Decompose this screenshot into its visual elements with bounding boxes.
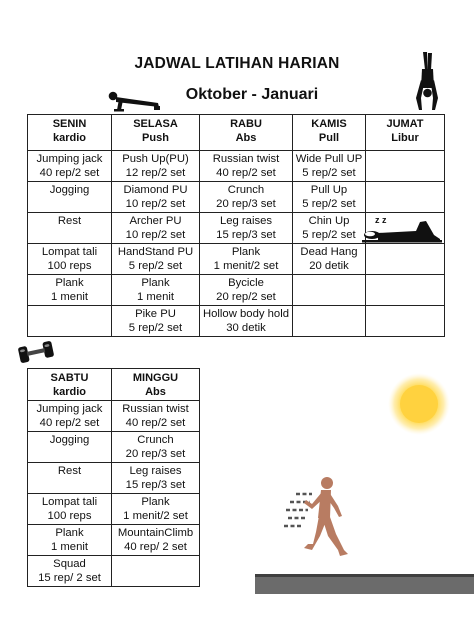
table-cell: Jogging: [28, 432, 112, 463]
table-cell: HandStand PU 5 rep/2 set: [112, 244, 200, 275]
table-row: [28, 525, 200, 556]
page-subtitle: Oktober - Januari: [185, 86, 319, 103]
table-cell: Pull Up 5 rep/2 set: [293, 182, 366, 213]
table-cell: Diamond PU 10 rep/2 set: [112, 182, 200, 213]
table-header-row: [28, 115, 445, 151]
table-cell: Plank 1 menit/2 set: [200, 244, 293, 275]
table-cell: Crunch 20 rep/3 set: [200, 182, 293, 213]
page-title: JADWAL LATIHAN HARIAN: [134, 55, 340, 72]
dumbbell-icon: [16, 340, 56, 364]
table-cell: Lompat tali 100 reps: [28, 494, 112, 525]
sleep-z-icon: z z: [375, 215, 387, 225]
table-cell: Bycicle 20 rep/2 set: [200, 275, 293, 306]
header-rabu: RABU Abs: [200, 115, 293, 151]
table-cell: Plank 1 menit: [28, 275, 112, 306]
table-cell: Jogging: [28, 182, 112, 213]
table-cell: Jumping jack 40 rep/2 set: [28, 151, 112, 182]
table-cell: [28, 306, 112, 337]
table-row: [28, 463, 200, 494]
table-cell: [366, 244, 445, 275]
ground-bar: [255, 574, 474, 594]
header-senin: SENIN kardio: [28, 115, 112, 151]
table-row: [28, 432, 200, 463]
table-cell: Dead Hang 20 detik: [293, 244, 366, 275]
table-cell: [366, 151, 445, 182]
header-minggu: MINGGU Abs: [112, 369, 200, 401]
table-cell: Archer PU 10 rep/2 set: [112, 213, 200, 244]
pushup-figure-icon: [104, 88, 162, 114]
runner-figure-icon: [282, 474, 354, 572]
table-cell: Plank 1 menit/2 set: [112, 494, 200, 525]
header-kamis: KAMIS Pull: [293, 115, 366, 151]
table-cell: Plank 1 menit: [112, 275, 200, 306]
header-selasa: SELASA Push: [112, 115, 200, 151]
table-header-row: [28, 369, 200, 401]
table-row: [28, 182, 445, 213]
table-cell: Chin Up 5 rep/2 set: [293, 213, 366, 244]
ground-edge: [255, 574, 474, 577]
table-cell: Jumping jack 40 rep/2 set: [28, 401, 112, 432]
table-cell: Squad 15 rep/ 2 set: [28, 556, 112, 587]
table-cell: [366, 306, 445, 337]
table-cell: Leg raises 15 rep/3 set: [200, 213, 293, 244]
handstand-figure-icon: [412, 50, 442, 112]
table-cell: [112, 556, 200, 587]
table-cell: Rest: [28, 463, 112, 494]
sun-icon: [384, 372, 454, 436]
table-row: [28, 244, 445, 275]
table-cell: [293, 275, 366, 306]
table-cell: [366, 275, 445, 306]
table-cell: Lompat tali 100 reps: [28, 244, 112, 275]
table-cell: Leg raises 15 rep/3 set: [112, 463, 200, 494]
table-row: [28, 151, 445, 182]
table-row: [28, 494, 200, 525]
table-cell: MountainClimb 40 rep/ 2 set: [112, 525, 200, 556]
sleeping-figure-icon: [360, 212, 444, 246]
table-cell: Plank 1 menit: [28, 525, 112, 556]
table-cell: [293, 306, 366, 337]
table-row: [28, 556, 200, 587]
table-cell: Russian twist 40 rep/2 set: [200, 151, 293, 182]
table-cell: Wide Pull UP 5 rep/2 set: [293, 151, 366, 182]
table-cell: Pike PU 5 rep/2 set: [112, 306, 200, 337]
table-cell: Crunch 20 rep/3 set: [112, 432, 200, 463]
table-row: [28, 275, 445, 306]
table-cell: Push Up(PU) 12 rep/2 set: [112, 151, 200, 182]
weekend-schedule-table: [27, 368, 200, 587]
header-jumat: JUMAT Libur: [366, 115, 445, 151]
table-cell: Hollow body hold 30 detik: [200, 306, 293, 337]
table-cell: Rest: [28, 213, 112, 244]
table-cell: Russian twist 40 rep/2 set: [112, 401, 200, 432]
table-row: [28, 306, 445, 337]
table-row: [28, 401, 200, 432]
table-cell: [366, 182, 445, 213]
header-sabtu: SABTU kardio: [28, 369, 112, 401]
